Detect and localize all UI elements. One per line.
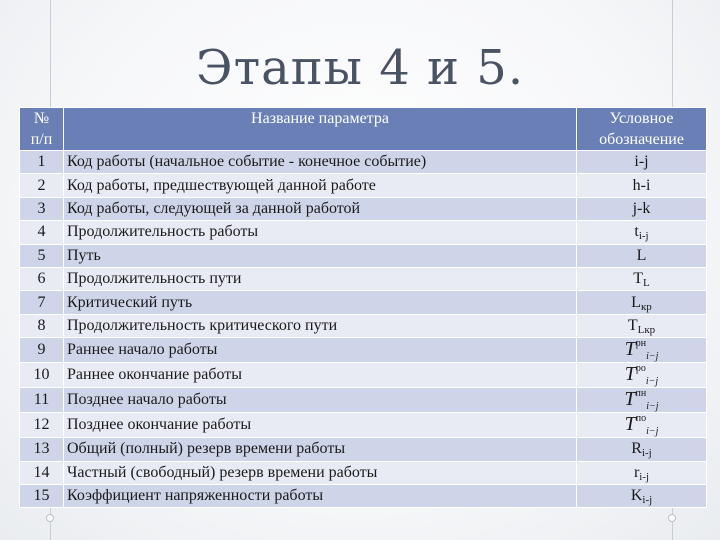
- table-header-row: [20, 108, 707, 151]
- header-symbol: Условное обозначение: [577, 108, 707, 151]
- row-number: 7: [20, 291, 64, 314]
- table-row: [20, 413, 707, 438]
- row-parameter-name: Код работы, следующей за данной работой: [64, 197, 577, 220]
- row-symbol: [577, 338, 707, 363]
- decor-dot-right: [668, 514, 676, 522]
- symbol-formula: $T^{по}_{i-j}$: [624, 413, 659, 438]
- row-number: 15: [20, 484, 64, 507]
- decor-dot-left: [46, 514, 54, 522]
- row-parameter-name: Продолжительность пути: [64, 267, 577, 290]
- row-number: 11: [20, 388, 64, 413]
- symbol-formula: $T^{пн}_{i-j}$: [624, 388, 659, 413]
- row-number: 6: [20, 267, 64, 290]
- table-row: [20, 438, 707, 461]
- symbol-text: i-j: [634, 153, 649, 171]
- table-body: [20, 151, 707, 508]
- table-row: [20, 388, 707, 413]
- symbol-text: K: [630, 487, 643, 505]
- symbol-formula: $T^{ро}_{i-j}$: [624, 363, 659, 388]
- row-parameter-name: Критический путь: [64, 291, 577, 314]
- row-symbol: [577, 267, 707, 290]
- row-parameter-name: Позднее окончание работы: [64, 413, 577, 438]
- symbol-subscript: L: [643, 277, 650, 290]
- slide-title: Этапы 4 и 5.: [195, 40, 525, 96]
- table-row: [20, 174, 707, 197]
- row-number: 5: [20, 244, 64, 267]
- row-parameter-name: Раннее окончание работы: [64, 363, 577, 388]
- symbol-subscript: i-j: [642, 494, 653, 507]
- row-symbol: [577, 461, 707, 484]
- row-parameter-name: Частный (свободный) резерв времени работы: [64, 461, 577, 484]
- symbol-text: R: [631, 440, 642, 458]
- table-row: [20, 338, 707, 363]
- symbol-formula: $T^{рн}_{i-j}$: [624, 338, 659, 363]
- symbol-text: L: [631, 293, 641, 311]
- row-parameter-name: Код работы (начальное событие - конечное событие): [64, 151, 577, 174]
- row-parameter-name: Продолжительность работы: [64, 221, 577, 244]
- symbol-text: L: [636, 246, 647, 264]
- row-symbol: [577, 291, 707, 314]
- row-parameter-name: Общий (полный) резерв времени работы: [64, 438, 577, 461]
- table-row: [20, 151, 707, 174]
- symbol-text: t: [634, 223, 639, 241]
- symbol-subscript: i-j: [638, 230, 649, 243]
- row-parameter-name: Позднее начало работы: [64, 388, 577, 413]
- row-symbol: [577, 174, 707, 197]
- row-symbol: [577, 244, 707, 267]
- table-row: [20, 484, 707, 507]
- row-number: 4: [20, 221, 64, 244]
- row-symbol: [577, 314, 707, 337]
- row-symbol: [577, 484, 707, 507]
- symbol-subscript: кр: [640, 300, 652, 313]
- row-number: 10: [20, 363, 64, 388]
- table-row: [20, 461, 707, 484]
- symbol-subscript: i-j: [641, 447, 652, 460]
- row-number: 9: [20, 338, 64, 363]
- symbol-subscript: i-j: [639, 470, 650, 483]
- symbol-text: h-i: [632, 176, 651, 194]
- table-row: [20, 197, 707, 220]
- row-symbol: [577, 151, 707, 174]
- table-row: [20, 291, 707, 314]
- row-symbol: [577, 221, 707, 244]
- row-number: 3: [20, 197, 64, 220]
- row-symbol: [577, 388, 707, 413]
- row-parameter-name: Код работы, предшествующей данной работе: [64, 174, 577, 197]
- row-symbol: [577, 363, 707, 388]
- symbol-subscript: Lкр: [637, 323, 656, 336]
- row-number: 1: [20, 151, 64, 174]
- symbol-text: r: [633, 463, 640, 481]
- row-symbol: [577, 197, 707, 220]
- header-parameter-name: Название параметра: [64, 108, 577, 151]
- row-number: 14: [20, 461, 64, 484]
- symbol-text: T: [627, 316, 638, 334]
- table-row: [20, 267, 707, 290]
- table-row: [20, 363, 707, 388]
- table-row: [20, 314, 707, 337]
- row-parameter-name: Продолжительность критического пути: [64, 314, 577, 337]
- row-number: 8: [20, 314, 64, 337]
- parameters-table: [19, 107, 707, 508]
- row-symbol: [577, 413, 707, 438]
- row-number: 12: [20, 413, 64, 438]
- row-symbol: [577, 438, 707, 461]
- table-row: [20, 221, 707, 244]
- header-number: № п/п: [20, 108, 64, 151]
- row-number: 13: [20, 438, 64, 461]
- table-row: [20, 244, 707, 267]
- row-parameter-name: Раннее начало работы: [64, 338, 577, 363]
- symbol-text: T: [633, 270, 644, 288]
- symbol-text: j-k: [632, 199, 651, 217]
- row-parameter-name: Коэффициент напряженности работы: [64, 484, 577, 507]
- row-number: 2: [20, 174, 64, 197]
- row-parameter-name: Путь: [64, 244, 577, 267]
